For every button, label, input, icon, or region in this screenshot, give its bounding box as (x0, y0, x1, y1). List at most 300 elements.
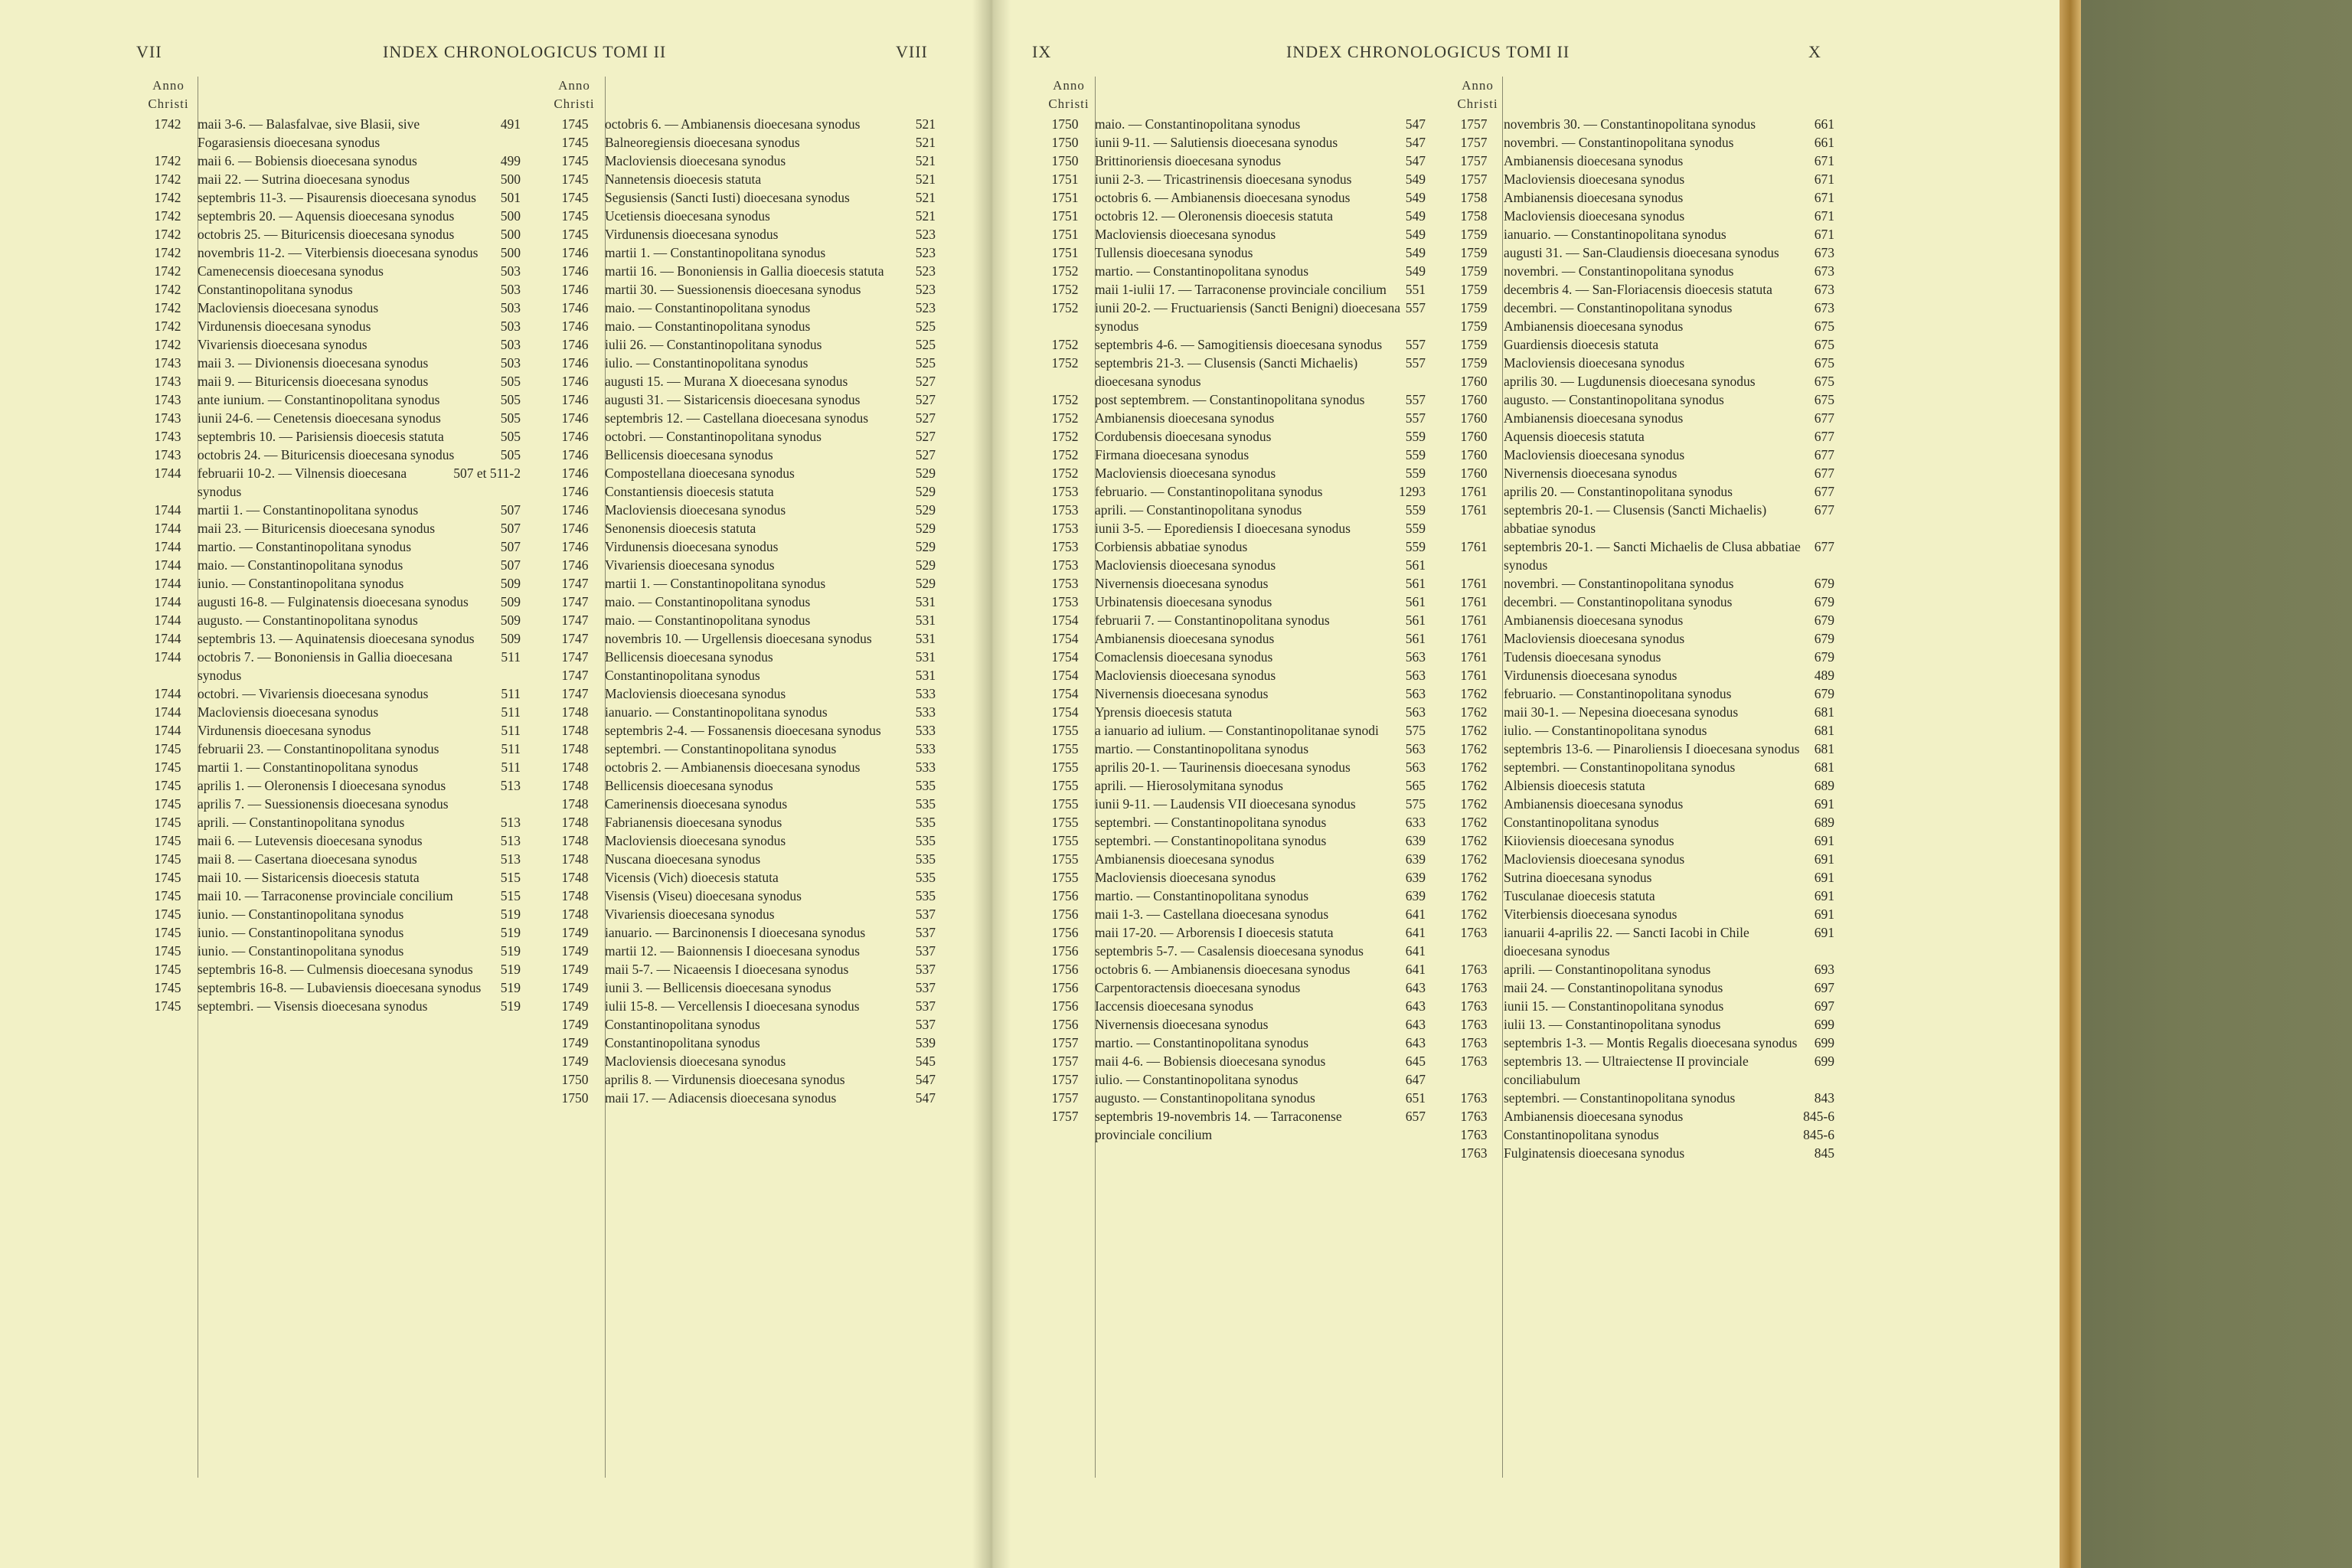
index-entry (138, 243, 521, 262)
entry-page: 845 (1814, 1145, 1834, 1161)
entry-text: septembris 13. — Ultraiectense II provinciale conciliabulum (1504, 1054, 1749, 1087)
entry-page: 547 (915, 1072, 936, 1087)
entry-page: 559 (1405, 539, 1426, 554)
entry-text: Macloviensis dioecesana synodus (605, 1054, 786, 1069)
entry-text: maio. — Constantinopolitana synodus (198, 557, 403, 573)
index-entry (545, 188, 936, 207)
index-entry (1444, 703, 1834, 721)
entry-year: 1757 (1460, 172, 1488, 187)
entry-page: 529 (915, 557, 936, 573)
entry-text: septembris 10. — Parisiensis dioecesis statuta (198, 429, 444, 444)
index-entry (545, 831, 936, 850)
entry-year: 1746 (561, 318, 589, 334)
entry-page: 533 (915, 686, 936, 701)
index-entry (545, 923, 936, 942)
entry-page: 671 (1814, 153, 1834, 168)
entry-page: 691 (1814, 851, 1834, 867)
index-entry (1444, 317, 1834, 335)
entry-year: 1759 (1460, 355, 1488, 371)
entry-text: septembri. — Constantinopolitana synodus (1095, 833, 1327, 848)
index-entry (1035, 188, 1426, 207)
entry-text: aprilis 20. — Constantinopolitana synodus (1504, 484, 1733, 499)
entry-text: martio. — Constantinopolitana synodus (1095, 263, 1309, 279)
entry-text: aprili. — Hierosolymitana synodus (1095, 778, 1283, 793)
entry-year: 1763 (1460, 1109, 1488, 1124)
index-entry (1035, 1052, 1426, 1070)
entry-page: 511 (501, 686, 521, 701)
index-entry (1444, 335, 1834, 354)
index-entry (545, 133, 936, 152)
index-entry (1444, 1015, 1834, 1034)
entry-text: maii 8. — Casertana dioecesana synodus (198, 851, 417, 867)
index-entry (1444, 666, 1834, 684)
entry-page: 643 (1405, 980, 1426, 995)
entry-page: 551 (1405, 282, 1426, 297)
entry-year: 1760 (1460, 447, 1488, 462)
entry-text: maii 24. — Constantinopolitana synodus (1504, 980, 1723, 995)
entry-text: maio. — Constantinopolitana synodus (605, 300, 811, 315)
entry-year: 1746 (561, 300, 589, 315)
index-entry (138, 813, 521, 831)
entry-text: septembris 16-8. — Culmensis dioecesana synodus (198, 962, 473, 977)
index-entry (1035, 1089, 1426, 1107)
index-entry (1035, 335, 1426, 354)
page-number-vii: VII (136, 42, 162, 61)
entry-text: Macloviensis dioecesana synodus (1095, 870, 1276, 885)
index-entry (138, 703, 521, 721)
index-entry (1444, 740, 1834, 758)
entry-year: 1745 (154, 906, 181, 922)
entry-text: Nivernensis dioecesana synodus (1095, 576, 1269, 591)
entry-year: 1754 (1051, 649, 1079, 665)
index-entry (545, 776, 936, 795)
entry-text: augusto. — Constantinopolitana synodus (198, 612, 418, 628)
entry-text: Macloviensis dioecesana synodus (1504, 208, 1685, 224)
entry-year: 1742 (154, 263, 181, 279)
entry-page: 507 et 511-2 (453, 466, 521, 481)
entry-text: septembris 16-8. — Lubaviensis dioecesana synodus (198, 980, 482, 995)
entry-text: septembris 12. — Castellana dioecesana synodus (605, 410, 869, 426)
index-entry (1444, 262, 1834, 280)
index-entry (545, 537, 936, 556)
entry-year: 1742 (154, 318, 181, 334)
entry-year: 1757 (1460, 153, 1488, 168)
index-entry (1444, 960, 1834, 978)
index-entry (545, 519, 936, 537)
entry-page: 523 (915, 227, 936, 242)
index-entry (545, 152, 936, 170)
entry-year: 1745 (561, 190, 589, 205)
entry-year: 1746 (561, 245, 589, 260)
entry-text: maii 3. — Divionensis dioecesana synodus (198, 355, 429, 371)
entry-year: 1761 (1460, 631, 1488, 646)
index-entry (545, 372, 936, 390)
index-entry (1035, 960, 1426, 978)
entry-text: septembri. — Constantinopolitana synodus (1504, 760, 1736, 775)
entry-year: 1761 (1460, 649, 1488, 665)
entry-year: 1746 (561, 263, 589, 279)
index-entry (1444, 464, 1834, 482)
entry-year: 1742 (154, 227, 181, 242)
entry-page: 513 (500, 815, 521, 830)
entry-text: octobris 6. — Ambianensis dioecesana synodus (605, 116, 861, 132)
index-entry (1035, 299, 1426, 335)
entry-year: 1748 (561, 833, 589, 848)
index-entry (138, 556, 521, 574)
entry-page: 691 (1814, 833, 1834, 848)
index-entry (1444, 1052, 1834, 1089)
entry-page: 519 (500, 980, 521, 995)
index-entry (545, 813, 936, 831)
entry-page: 693 (1814, 962, 1834, 977)
entry-page: 559 (1405, 521, 1426, 536)
index-entry (1035, 225, 1426, 243)
entry-text: maio. — Constantinopolitana synodus (605, 612, 811, 628)
index-entry (545, 1034, 936, 1052)
entry-text: iulii 13. — Constantinopolitana synodus (1504, 1017, 1721, 1032)
entry-text: Compostellana dioecesana synodus (605, 466, 795, 481)
entry-page: 515 (500, 870, 521, 885)
index-entry (1444, 170, 1834, 188)
entry-year: 1744 (154, 466, 181, 481)
index-entry (1444, 1144, 1834, 1162)
entry-year: 1761 (1460, 484, 1488, 499)
entry-text: novembris 11-2. — Viterbiensis dioecesana synodus (198, 245, 479, 260)
entry-text: maii 9. — Bituricensis dioecesana synodus (198, 374, 429, 389)
entry-page: 641 (1405, 906, 1426, 922)
entry-year: 1759 (1460, 318, 1488, 334)
index-entry (138, 427, 521, 446)
index-column-4 (1444, 115, 1834, 1162)
entry-year: 1759 (1460, 282, 1488, 297)
running-title-left: INDEX CHRONOLOGICUS TOMI II (383, 42, 667, 61)
entry-page: 507 (500, 557, 521, 573)
index-column-1 (138, 115, 521, 1015)
index-entry (1444, 905, 1834, 923)
entry-text: aprilis 1. — Oleronensis I dioecesana synodus (198, 778, 446, 793)
entry-page: 699 (1814, 1035, 1834, 1050)
entry-year: 1759 (1460, 300, 1488, 315)
entry-text: Bellicensis dioecesana synodus (605, 778, 773, 793)
entry-text: maio. — Constantinopolitana synodus (1095, 116, 1301, 132)
entry-year: 1759 (1460, 227, 1488, 242)
entry-text: maii 1-iulii 17. — Tarraconense provinciale concilium (1095, 282, 1387, 297)
entry-page: 691 (1814, 888, 1834, 903)
entry-year: 1748 (561, 760, 589, 775)
entry-page: 531 (915, 668, 936, 683)
entry-page: 563 (1405, 649, 1426, 665)
entry-text: Firmana dioecesana synodus (1095, 447, 1250, 462)
entry-text: octobris 2. — Ambianensis dioecesana synodus (605, 760, 861, 775)
index-entry (1035, 978, 1426, 997)
index-entry (545, 335, 936, 354)
index-entry (545, 574, 936, 593)
entry-year: 1752 (1051, 337, 1079, 352)
entry-page: 675 (1814, 355, 1834, 371)
entry-text: Ucetiensis dioecesana synodus (605, 208, 770, 224)
entry-page: 673 (1814, 282, 1834, 297)
entry-year: 1747 (561, 668, 589, 683)
index-entry (138, 446, 521, 464)
entry-text: martii 30. — Suessionensis dioecesana synodus (605, 282, 861, 297)
index-entry (1035, 390, 1426, 409)
index-entry (1444, 997, 1834, 1015)
entry-text: ianuario. — Constantinopolitana synodus (605, 704, 828, 720)
index-entry (138, 740, 521, 758)
entry-page: 673 (1814, 300, 1834, 315)
entry-text: septembris 21-3. — Clusensis (Sancti Michaelis) dioecesana synodus (1095, 355, 1358, 389)
entry-page: 505 (500, 429, 521, 444)
entry-page: 513 (500, 778, 521, 793)
entry-text: aprili. — Constantinopolitana synodus (1504, 962, 1711, 977)
entry-year: 1743 (154, 355, 181, 371)
entry-page: 537 (915, 1017, 936, 1032)
entry-year: 1745 (154, 962, 181, 977)
entry-year: 1750 (1051, 153, 1079, 168)
entry-year: 1752 (1051, 466, 1079, 481)
book-gutter (972, 0, 1011, 1568)
entry-text: Virdunensis dioecesana synodus (1504, 668, 1677, 683)
entry-page: 697 (1814, 980, 1834, 995)
entry-page: 511 (501, 760, 521, 775)
index-entry (1444, 1034, 1834, 1052)
entry-page: 575 (1405, 723, 1426, 738)
index-entry (138, 207, 521, 225)
entry-year: 1762 (1460, 723, 1488, 738)
entry-text: novembri. — Constantinopolitana synodus (1504, 263, 1734, 279)
entry-year: 1752 (1051, 392, 1079, 407)
entry-page: 511 (501, 723, 521, 738)
page-number-viii: VIII (896, 42, 928, 61)
index-entry (138, 390, 521, 409)
entry-year: 1762 (1460, 815, 1488, 830)
entry-text: Macloviensis dioecesana synodus (1504, 172, 1685, 187)
entry-page: 533 (915, 741, 936, 756)
entry-page: 699 (1814, 1054, 1834, 1069)
index-entry (138, 684, 521, 703)
entry-text: augusti 16-8. — Fulginatensis dioecesana synodus (198, 594, 469, 609)
entry-page: 681 (1814, 704, 1834, 720)
index-entry (138, 887, 521, 905)
entry-year: 1744 (154, 649, 181, 665)
entry-page: 521 (915, 116, 936, 132)
entry-year: 1745 (154, 870, 181, 885)
entry-page: 515 (500, 888, 521, 903)
index-entry (1444, 978, 1834, 997)
entry-page: 533 (915, 723, 936, 738)
entry-year: 1749 (561, 1035, 589, 1050)
entry-year: 1742 (154, 190, 181, 205)
entry-text: Carpentoractensis dioecesana synodus (1095, 980, 1301, 995)
entry-page: 507 (500, 539, 521, 554)
entry-year: 1757 (1051, 1090, 1079, 1106)
page-number-ix: IX (1032, 42, 1052, 61)
entry-text: aprilis 8. — Virdunensis dioecesana synodus (605, 1072, 845, 1087)
entry-text: iunii 9-11. — Salutiensis dioecesana synodus (1095, 135, 1338, 150)
entry-text: iunii 15. — Constantinopolitana synodus (1504, 998, 1724, 1014)
entry-text: Senonensis dioecesis statuta (605, 521, 756, 536)
entry-page: 675 (1814, 374, 1834, 389)
index-entry (138, 335, 521, 354)
entry-page: 557 (1405, 337, 1426, 352)
index-entry (545, 868, 936, 887)
entry-page: 641 (1405, 943, 1426, 959)
index-entry (1035, 923, 1426, 942)
entry-page: 675 (1814, 337, 1834, 352)
index-entry (1035, 354, 1426, 390)
entry-year: 1756 (1051, 962, 1079, 977)
index-entry (1444, 629, 1834, 648)
entry-page: 519 (500, 925, 521, 940)
index-entry (1035, 170, 1426, 188)
index-entry (1035, 1107, 1426, 1144)
index-entry (138, 262, 521, 280)
entry-page: 651 (1405, 1090, 1426, 1106)
index-entry (138, 868, 521, 887)
entry-page: 500 (500, 245, 521, 260)
entry-page: 563 (1405, 668, 1426, 683)
entry-year: 1748 (561, 723, 589, 738)
running-title-right: INDEX CHRONOLOGICUS TOMI II (1286, 42, 1570, 61)
entry-year: 1752 (1051, 263, 1079, 279)
index-entry (138, 501, 521, 519)
entry-text: septembris 13. — Aquinatensis dioecesana synodus (198, 631, 475, 646)
index-entry (138, 537, 521, 556)
entry-text: augusti 31. — San-Claudiensis dioecesana synodus (1504, 245, 1779, 260)
entry-page: 491 (500, 116, 521, 132)
index-entry (1035, 1034, 1426, 1052)
entry-page: 503 (500, 355, 521, 371)
entry-text: iunii 24-6. — Cenetensis dioecesana synodus (198, 410, 441, 426)
index-entry (545, 721, 936, 740)
entry-page: 1293 (1399, 484, 1426, 499)
index-entry (545, 299, 936, 317)
entry-year: 1745 (154, 741, 181, 756)
entry-text: decembri. — Constantinopolitana synodus (1504, 594, 1733, 609)
entry-text: octobris 12. — Oleronensis dioecesis statuta (1095, 208, 1334, 224)
entry-year: 1747 (561, 612, 589, 628)
entry-text: septembris 2-4. — Fossanensis dioecesana synodus (605, 723, 881, 738)
entry-text: maii 17. — Adiacensis dioecesana synodus (605, 1090, 837, 1106)
index-column-2 (545, 115, 936, 1107)
entry-text: Corbiensis abbatiae synodus (1095, 539, 1248, 554)
index-entry (138, 464, 521, 501)
entry-page: 677 (1814, 466, 1834, 481)
entry-text: Brittinoriensis dioecesana synodus (1095, 153, 1282, 168)
entry-page: 503 (500, 282, 521, 297)
index-entry (138, 372, 521, 390)
right-page (988, 0, 2060, 1568)
entry-year: 1746 (561, 466, 589, 481)
index-entry (138, 648, 521, 684)
entry-year: 1760 (1460, 429, 1488, 444)
entry-text: septembris 1-3. — Montis Regalis dioecesana synodus (1504, 1035, 1798, 1050)
entry-year: 1749 (561, 925, 589, 940)
index-entry (1444, 390, 1834, 409)
entry-page: 537 (915, 906, 936, 922)
index-entry (545, 390, 936, 409)
entry-text: Tudensis dioecesana synodus (1504, 649, 1661, 665)
index-entry (545, 1015, 936, 1034)
entry-text: iulio. — Constantinopolitana synodus (1095, 1072, 1298, 1087)
entry-page: 639 (1405, 833, 1426, 848)
index-entry (1444, 850, 1834, 868)
desk-background (2075, 0, 2352, 1568)
index-entry (1035, 868, 1426, 887)
index-entry (1444, 776, 1834, 795)
index-entry (545, 593, 936, 611)
entry-year: 1746 (561, 410, 589, 426)
entry-year: 1746 (561, 337, 589, 352)
index-entry (545, 464, 936, 482)
index-entry (1035, 795, 1426, 813)
entry-page: 527 (915, 374, 936, 389)
index-entry (1444, 648, 1834, 666)
entry-page: 503 (500, 263, 521, 279)
entry-text: martii 16. — Bononiensis in Gallia dioecesis statuta (605, 263, 884, 279)
index-entry (138, 758, 521, 776)
entry-text: Sutrina dioecesana synodus (1504, 870, 1652, 885)
entry-page: 533 (915, 704, 936, 720)
entry-page: 505 (500, 392, 521, 407)
entry-page: 521 (915, 190, 936, 205)
entry-page: 557 (1405, 300, 1426, 315)
index-entry (1035, 409, 1426, 427)
entry-text: septembris 11-3. — Pisaurensis dioecesana synodus (198, 190, 476, 205)
entry-page: 521 (915, 208, 936, 224)
entry-text: septembris 20. — Aquensis dioecesana synodus (198, 208, 455, 224)
entry-text: octobris 7. — Bononiensis in Gallia dioecesana synodus (198, 649, 452, 683)
entry-text: martio. — Constantinopolitana synodus (1095, 888, 1309, 903)
entry-text: Macloviensis dioecesana synodus (1504, 355, 1685, 371)
entry-text: Nuscana dioecesana synodus (605, 851, 761, 867)
entry-page: 677 (1814, 502, 1834, 518)
entry-year: 1761 (1460, 612, 1488, 628)
entry-year: 1744 (154, 576, 181, 591)
entry-page: 537 (915, 925, 936, 940)
index-entry (545, 666, 936, 684)
entry-page: 503 (500, 300, 521, 315)
index-entry (1035, 519, 1426, 537)
entry-page: 549 (1405, 263, 1426, 279)
entry-year: 1744 (154, 704, 181, 720)
entry-year: 1748 (561, 796, 589, 812)
index-entry (545, 409, 936, 427)
entry-page: 537 (915, 943, 936, 959)
entry-year: 1745 (561, 135, 589, 150)
entry-page: 529 (915, 502, 936, 518)
entry-page: 513 (500, 851, 521, 867)
entry-page: 547 (915, 1090, 936, 1106)
entry-year: 1745 (154, 888, 181, 903)
index-entry (1035, 905, 1426, 923)
entry-year: 1763 (1460, 998, 1488, 1014)
entry-year: 1748 (561, 906, 589, 922)
entry-page: 535 (915, 870, 936, 885)
index-entry (545, 280, 936, 299)
entry-year: 1748 (561, 888, 589, 903)
index-entry (1035, 758, 1426, 776)
entry-page: 529 (915, 576, 936, 591)
entry-year: 1745 (154, 760, 181, 775)
entry-text: februario. — Constantinopolitana synodus (1504, 686, 1732, 701)
entry-text: Vicensis (Vich) dioecesis statuta (605, 870, 779, 885)
index-entry (1035, 207, 1426, 225)
entry-text: Macloviensis dioecesana synodus (1095, 227, 1276, 242)
entry-page: 533 (915, 760, 936, 775)
entry-text: martii 1. — Constantinopolitana synodus (198, 760, 419, 775)
entry-year: 1757 (1460, 116, 1488, 132)
